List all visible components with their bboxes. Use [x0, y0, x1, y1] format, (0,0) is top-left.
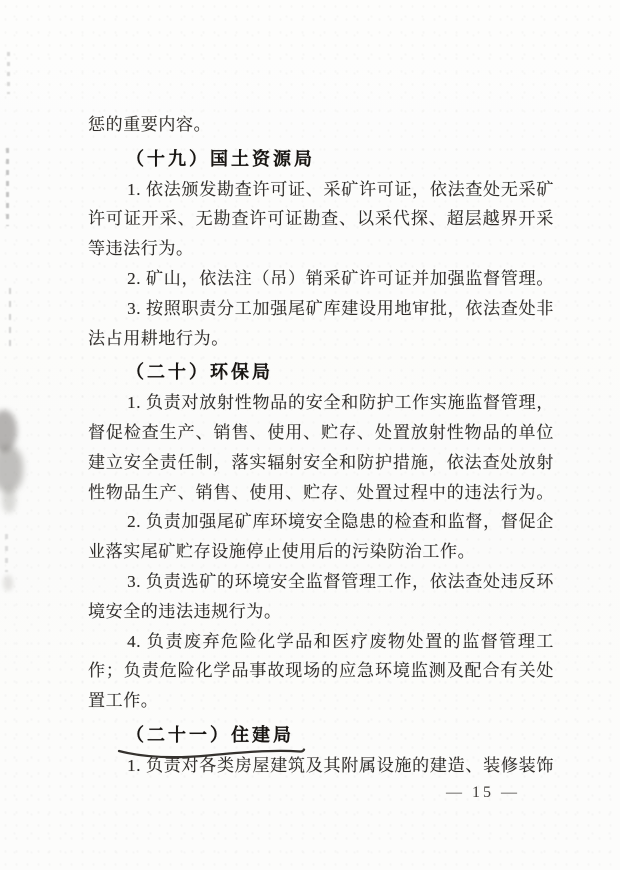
scan-noise-dash — [6, 148, 9, 226]
scan-noise-smudge — [0, 410, 17, 452]
scan-noise-smudge — [2, 487, 16, 513]
scan-noise-dash — [9, 288, 11, 348]
section-heading-huanbaoju — [88, 358, 554, 388]
text-line: 业落实尾矿贮存设施停止使用后的污染防治工作。 — [88, 542, 476, 562]
text-line: 等违法行为。 — [88, 239, 194, 259]
text-line: 1. 依法颁发勘查许可证、采矿许可证，依法查处无采矿 — [127, 179, 554, 199]
scan-noise-smudge — [3, 575, 13, 591]
text-line: 建立安全责任制，落实辐射安全和防护措施，依法查处放射 — [88, 452, 554, 472]
section-heading-zhujianju — [88, 721, 554, 751]
scan-noise-dash — [5, 534, 8, 572]
paragraph — [88, 627, 554, 716]
paragraph — [88, 264, 554, 294]
heading-text: （二十）环保局 — [126, 362, 273, 383]
paragraph — [88, 110, 554, 140]
text-line: 4. 负责废弃危险化学品和医疗废物处置的监督管理工 — [127, 631, 554, 651]
paragraph — [88, 175, 554, 264]
text-line: 3. 负责选矿的环境安全监督管理工作，依法查处违反环 — [127, 571, 554, 591]
text-line: 2. 负责加强尾矿库环境安全隐患的检查和监督，督促企 — [127, 512, 554, 532]
heading-text: （二十一）住建局 — [126, 724, 294, 745]
document-body — [88, 110, 554, 781]
text-line: 境安全的违法违规行为。 — [88, 601, 282, 621]
text-line: 许可证开采、无勘查许可证勘查、以采代探、超层越界开采 — [88, 209, 554, 229]
paragraph — [88, 388, 554, 507]
text-line: 2. 矿山，依法注（吊）销采矿许可证并加强监督管理。 — [127, 268, 554, 288]
paragraph — [88, 567, 554, 627]
text-line: 法占用耕地行为。 — [88, 328, 229, 348]
page-number: — 15 — — [446, 784, 520, 801]
paragraph — [88, 294, 554, 354]
text-line: 1. 负责对各类房屋建筑及其附属设施的建造、装修装饰 — [127, 755, 554, 775]
section-heading-guotu-ziyuanju — [88, 145, 554, 175]
text-line: 置工作。 — [88, 691, 159, 711]
hand-drawn-underline-mark — [116, 745, 306, 761]
heading-text: （十九）国土资源局 — [126, 148, 315, 169]
text-line: 3. 按照职责分工加强尾矿库建设用地审批，依法查处非 — [127, 298, 554, 318]
text-line: 作；负责危险化学品事故现场的应急环境监测及配合有关处 — [88, 661, 554, 681]
text-line: 性物品生产、销售、使用、贮存、处置过程中的违法行为。 — [88, 482, 554, 502]
scan-noise-dash — [7, 52, 10, 94]
text-line: 惩的重要内容。 — [88, 115, 212, 134]
text-line: 督促检查生产、销售、使用、贮存、处置放射性物品的单位 — [88, 422, 554, 442]
text-line: 1. 负责对放射性物品的安全和防护工作实施监督管理， — [127, 393, 554, 413]
paragraph — [88, 507, 554, 567]
scan-noise-smudge — [0, 446, 23, 492]
